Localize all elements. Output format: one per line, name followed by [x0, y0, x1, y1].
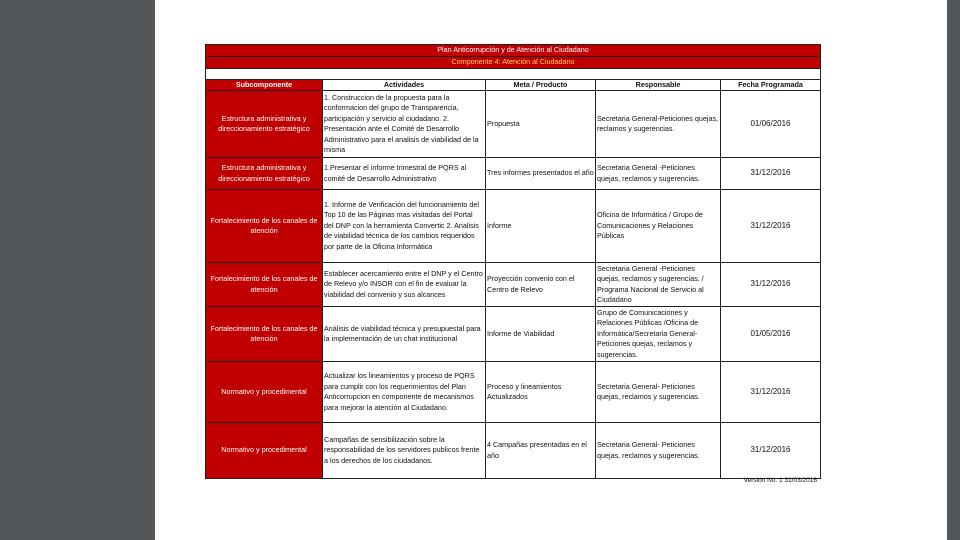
fecha-cell: 31/12/2016 [721, 362, 821, 423]
responsable-cell: Secretaria General -Peticiones quejas, reclamos y sugerencias. / Programa Nacional de Servicio al Ciudadano [596, 263, 721, 307]
meta-cell: Informe [486, 190, 596, 263]
actividades-cell: 1. Construccion de la propuesta para la conformacion del grupo de Transparencia, participación y servicio al ciudadano. 2. Presentación ante el Comité de Desarrollo Administrativo para el analisis de viabilidad de la misma [323, 91, 486, 158]
responsable-cell: Secretaria General- Peticiones quejas, reclamos y sugerencias. [596, 362, 721, 423]
actividades-cell: Campañas de sensibilización sobre la responsabilidad de los servidores publicos frente a los derechos de los ciudadanos. [323, 423, 486, 479]
fecha-cell: 01/05/2016 [721, 307, 821, 362]
responsable-cell: Secretaria General- Peticiones quejas, reclamos y sugerencias. [596, 423, 721, 479]
subcomponente-cell: Estructura administrativa y direccionamiento estratégico [206, 91, 323, 158]
subcomponente-cell: Fortalecimiento de los canales de atención [206, 263, 323, 307]
table-title: Plan Anticorrupción y de Atención al Ciudadano [206, 45, 821, 57]
table-row [206, 423, 821, 479]
table-row [206, 263, 821, 307]
meta-cell: Tres informes presentados el año [486, 158, 596, 190]
responsable-cell: Grupo de Comunicaciones y Relaciones Públicas /Oficina de Informática/Secretaria General-Peticiones quejas, reclamos y sugerencias. [596, 307, 721, 362]
meta-cell: Propuesta [486, 91, 596, 158]
actividades-cell: 1.Presentar el informe trimestral de PQRS al comité de Desarrollo Administrativo [323, 158, 486, 190]
fecha-cell: 31/12/2016 [721, 423, 821, 479]
table-row [206, 307, 821, 362]
header-fecha: Fecha Programada [721, 79, 821, 91]
actividades-cell: Actualizar los lineamientos y proceso de PQRS para cumplir con los requerimientos del Plan Anticorrupcion en componente de mecanismos para mejorar la atención al Ciudadano. [323, 362, 486, 423]
fecha-cell: 31/12/2016 [721, 158, 821, 190]
table-row [206, 158, 821, 190]
subcomponente-cell: Fortalecimiento de los canales de atención [206, 307, 323, 362]
header-row [206, 79, 821, 91]
fecha-cell: 31/12/2016 [721, 263, 821, 307]
meta-cell: Proceso y lineamientos Actualizados [486, 362, 596, 423]
subcomponente-cell: Fortalecimiento de los canales de atención [206, 190, 323, 263]
header-subcomponente: Subcomponente [206, 79, 323, 91]
actividades-cell: Establecer acercamiento entre el DNP y el Centro de Relevo y/o INSOR con el fin de evaluar la viabilidad del convenio y sus alcances [323, 263, 486, 307]
version-label: Versión No. 1 31/03/2016 [743, 477, 817, 484]
table-row [206, 190, 821, 263]
subcomponente-cell: Estructura administrativa y direccionamiento estratégico [206, 158, 323, 190]
actividades-cell: Análisis de viabilidad técnica y presupuestal para la implementación de un chat institucional [323, 307, 486, 362]
fecha-cell: 01/06/2016 [721, 91, 821, 158]
meta-cell: Proyección convenio con el Centro de Relevo [486, 263, 596, 307]
fecha-cell: 31/12/2016 [721, 190, 821, 263]
table-subtitle: Componente 4: Atención al Ciudadano [206, 57, 821, 69]
header-meta: Meta / Producto [486, 79, 596, 91]
document-page [155, 0, 947, 540]
table-row [206, 91, 821, 158]
actividades-cell: 1. Informe de Verificación del funcionamiento del Top 10 de las Páginas mas visitadas del Portal del DNP con la herramienta Convertic 2. Analisis de viabilidad técnica de los cambios requeridos por parte de la Oficina Informática [323, 190, 486, 263]
subcomponente-cell: Normativo y procedimental [206, 362, 323, 423]
meta-cell: 4 Campañas presentadas en el año [486, 423, 596, 479]
table-row [206, 362, 821, 423]
responsable-cell: Oficina de Informática / Grupo de Comunicaciones y Relaciones Públicas [596, 190, 721, 263]
responsable-cell: Secretaria General-Peticiones quejas, reclamos y sugerencias. [596, 91, 721, 158]
subcomponente-cell: Normativo y procedimental [206, 423, 323, 479]
spacer-row [206, 68, 821, 79]
header-actividades: Actividades [323, 79, 486, 91]
meta-cell: Informe de Viabilidad [486, 307, 596, 362]
plan-table [205, 44, 821, 479]
responsable-cell: Secretaria General -Peticiones quejas, reclamos y sugerencias. [596, 158, 721, 190]
header-responsable: Responsable [596, 79, 721, 91]
